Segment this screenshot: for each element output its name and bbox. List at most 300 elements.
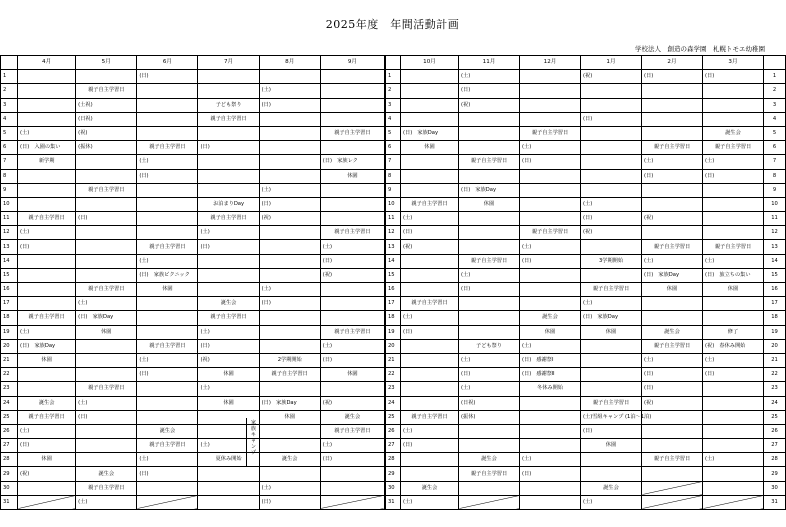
- day-number-right: 26: [764, 424, 786, 438]
- organization-name: 学校法人 創造の森学園 札幌トモエ幼稚園: [635, 45, 765, 53]
- day-number: 21: [1, 353, 18, 367]
- day-number-right: 7: [764, 155, 786, 169]
- day-number: 17: [386, 297, 401, 311]
- event-text: 親子自主学習日: [28, 314, 65, 321]
- calendar-cell: [18, 368, 76, 382]
- calendar-cell: [320, 84, 384, 98]
- event-text: (土): [20, 427, 30, 434]
- calendar-cell: [703, 212, 764, 226]
- calendar-cell: [703, 226, 764, 240]
- month-header: 10月: [401, 56, 459, 70]
- calendar-cell: [459, 70, 520, 84]
- calendar-cell: [703, 368, 764, 382]
- calendar-cell: [703, 410, 764, 424]
- calendar-cell: [703, 183, 764, 197]
- event-text: 休園: [727, 286, 739, 293]
- event-text: (土): [78, 498, 88, 505]
- calendar-cell: [401, 197, 459, 211]
- calendar-cell: [76, 325, 137, 339]
- calendar-cell: [320, 226, 384, 240]
- calendar-cell: [401, 382, 459, 396]
- calendar-cell: [703, 169, 764, 183]
- calendar-cell: [18, 453, 76, 467]
- event-text: 親子自主学習日: [28, 215, 65, 222]
- day-number-right: 27: [764, 439, 786, 453]
- day-number: 7: [386, 155, 401, 169]
- calendar-cell: [320, 311, 384, 325]
- calendar-cell: [459, 297, 520, 311]
- event-text: (土): [139, 456, 149, 463]
- calendar-cell: [320, 155, 384, 169]
- day-number-right: 30: [764, 481, 786, 495]
- calendar-cell: [18, 84, 76, 98]
- event-text: 誕生会: [38, 399, 55, 406]
- calendar-cell: [137, 268, 198, 282]
- calendar-cell: [642, 98, 703, 112]
- event-text: (土): [583, 200, 593, 207]
- calendar-cell: [401, 368, 459, 382]
- calendar-cell: [76, 155, 137, 169]
- event-text: (日): [200, 342, 210, 349]
- calendar-cell: [703, 98, 764, 112]
- event-text: 休園: [347, 172, 358, 179]
- event-text: (日): [583, 427, 593, 434]
- calendar-cell: [137, 226, 198, 240]
- calendar-cell: [259, 268, 320, 282]
- day-number: 4: [386, 112, 401, 126]
- event-text: 親子自主学習日: [334, 130, 371, 137]
- calendar-cell: [320, 126, 384, 140]
- calendar-cell: [259, 183, 320, 197]
- calendar-cell: [259, 226, 320, 240]
- month-header: 8月: [259, 56, 320, 70]
- day-number: 10: [1, 197, 18, 211]
- event-text: 親子自主学習日: [88, 484, 125, 491]
- day-row: [386, 169, 786, 183]
- calendar-cell: [401, 410, 459, 424]
- day-row: [1, 283, 385, 297]
- calendar-cell: [259, 339, 320, 353]
- event-text: (振休): [461, 413, 476, 420]
- event-text: (日): [522, 470, 532, 477]
- calendar-cell: [642, 481, 703, 495]
- calendar-cell: [642, 368, 703, 382]
- event-text: (日): [78, 215, 88, 222]
- calendar-cell: [137, 254, 198, 268]
- event-text: (日): [200, 243, 210, 250]
- day-row: [1, 126, 385, 140]
- day-number: 11: [386, 212, 401, 226]
- calendar-cell: [642, 467, 703, 481]
- day-number-right: 24: [764, 396, 786, 410]
- calendar-cell: [703, 254, 764, 268]
- day-number: 7: [1, 155, 18, 169]
- event-text: (土): [522, 144, 532, 151]
- calendar-cell: [137, 368, 198, 382]
- calendar-cell: [259, 311, 320, 325]
- event-text: (祝): [583, 229, 593, 236]
- calendar-cell: [581, 70, 642, 84]
- calendar-cell: [198, 183, 259, 197]
- calendar-cell: [18, 126, 76, 140]
- calendar-cell: [703, 240, 764, 254]
- event-text: (土): [644, 158, 654, 165]
- calendar-cell: [520, 396, 581, 410]
- day-row: [1, 155, 385, 169]
- event-text: 誕生会: [481, 456, 497, 463]
- calendar-cell: [581, 339, 642, 353]
- day-number-right: 21: [764, 353, 786, 367]
- calendar-cell: [259, 70, 320, 84]
- calendar-cell: [320, 112, 384, 126]
- calendar-cell: [642, 141, 703, 155]
- event-text: (日): [522, 158, 532, 165]
- calendar-cell: [76, 481, 137, 495]
- calendar-cell: [520, 453, 581, 467]
- event-text: 誕生会: [159, 427, 176, 434]
- calendar-cell: [18, 424, 76, 438]
- event-text: 親子自主学習日: [470, 470, 508, 477]
- event-text: (土): [322, 342, 333, 349]
- event-text: 親子自主学習日: [88, 385, 125, 392]
- day-number: 2: [386, 84, 401, 98]
- event-text: 誕生会: [344, 413, 361, 420]
- event-text: 親子自主学習日: [334, 328, 371, 335]
- calendar-cell: [401, 141, 459, 155]
- day-row: [386, 396, 786, 410]
- calendar-cell: [520, 325, 581, 339]
- calendar-cell: [76, 212, 137, 226]
- calendar-cell: [259, 155, 320, 169]
- calendar-cell: [76, 495, 137, 509]
- event-text: 休園: [666, 286, 678, 293]
- event-text: 親子自主学習日: [149, 342, 186, 349]
- calendar-cell: [703, 155, 764, 169]
- calendar-cell: [703, 84, 764, 98]
- day-row: [1, 240, 385, 254]
- event-text: (土): [403, 498, 413, 505]
- calendar-cell: [18, 439, 76, 453]
- day-number: 11: [1, 212, 18, 226]
- calendar-cell: [137, 98, 198, 112]
- calendar-cell: [18, 495, 76, 509]
- event-text: (日): [261, 300, 271, 307]
- calendar-cell: [459, 283, 520, 297]
- day-row: [386, 126, 786, 140]
- calendar-cell: [581, 183, 642, 197]
- day-number: 23: [1, 382, 18, 396]
- calendar-cell: [137, 183, 198, 197]
- day-number-right: 15: [764, 268, 786, 282]
- month-header: 1月: [581, 56, 642, 70]
- calendar-cell: [703, 495, 764, 509]
- event-text: (日): [644, 385, 654, 392]
- month-header: 3月: [703, 56, 764, 70]
- calendar-cell: [520, 183, 581, 197]
- event-text: (土): [322, 243, 333, 250]
- calendar-cell: [259, 368, 320, 382]
- day-number: 12: [1, 226, 18, 240]
- event-text: 親子自主学習日: [653, 144, 691, 151]
- day-row: [386, 410, 786, 424]
- calendar-cell: [137, 169, 198, 183]
- event-text: (土): [461, 271, 471, 278]
- day-number-right: 31: [764, 495, 786, 509]
- calendar-cell: [76, 169, 137, 183]
- calendar-cell: [520, 410, 581, 424]
- event-text: 親子自主学習日: [714, 243, 752, 250]
- day-row: [386, 453, 786, 467]
- day-number: 13: [386, 240, 401, 254]
- calendar-cell: [198, 84, 259, 98]
- calendar-cell: [401, 325, 459, 339]
- event-text: (日) 家族Day: [644, 271, 680, 278]
- event-text: 親子自主学習日: [411, 413, 448, 420]
- calendar-cell: [76, 283, 137, 297]
- calendar-cell: [198, 481, 259, 495]
- day-number: 26: [1, 424, 18, 438]
- calendar-cell: [259, 197, 320, 211]
- event-text: (日) 家族Day: [403, 130, 439, 137]
- calendar-cell: [581, 240, 642, 254]
- event-text: 休園: [223, 371, 234, 378]
- calendar-cell: [642, 268, 703, 282]
- day-number-right: 22: [764, 368, 786, 382]
- calendar-cell: [642, 126, 703, 140]
- calendar-cell: [320, 70, 384, 84]
- day-number-right: 29: [764, 467, 786, 481]
- event-text: (土): [644, 257, 654, 264]
- day-number: 12: [386, 226, 401, 240]
- event-text: 誕生会: [725, 130, 741, 137]
- event-text: (土): [461, 73, 471, 80]
- calendar-cell: [18, 169, 76, 183]
- event-text: (日): [20, 243, 30, 250]
- calendar-cell: [520, 212, 581, 226]
- event-text: (土): [200, 229, 210, 236]
- event-text: (日) 入園の集い: [20, 144, 61, 151]
- calendar-cell: [76, 240, 137, 254]
- day-number: 26: [386, 424, 401, 438]
- calendar-cell: [198, 396, 259, 410]
- calendar-cell: [642, 240, 703, 254]
- day-number: 31: [1, 495, 18, 509]
- day-number: 9: [386, 183, 401, 197]
- calendar-cell: [703, 283, 764, 297]
- day-number: 20: [386, 339, 401, 353]
- calendar-cell: [18, 339, 76, 353]
- calendar-cell: [581, 126, 642, 140]
- calendar-cell: [642, 155, 703, 169]
- calendar-cell: [642, 70, 703, 84]
- calendar-cell: [459, 183, 520, 197]
- day-row: [386, 439, 786, 453]
- day-row: [1, 169, 385, 183]
- calendar-cell: [520, 424, 581, 438]
- event-text: (土): [522, 243, 532, 250]
- calendar-cell: [520, 495, 581, 509]
- calendar-cell: [703, 467, 764, 481]
- event-text: 休園: [483, 200, 495, 207]
- calendar-cell: [642, 297, 703, 311]
- event-text: (日祝): [78, 115, 93, 122]
- calendar-cell: [581, 197, 642, 211]
- month-header: 7月: [198, 56, 259, 70]
- calendar-cell: [137, 439, 198, 453]
- day-number-right: 9: [764, 183, 786, 197]
- calendar-cell: [18, 297, 76, 311]
- calendar-cell: [18, 240, 76, 254]
- event-text: 親子自主学習日: [411, 200, 448, 207]
- calendar-cell: [581, 254, 642, 268]
- calendar-cell: [320, 481, 384, 495]
- day-number: 22: [1, 368, 18, 382]
- calendar-cell: [520, 297, 581, 311]
- event-text: (祝): [403, 243, 413, 250]
- calendar-cell: [401, 339, 459, 353]
- day-row: [386, 481, 786, 495]
- calendar-cell: [259, 112, 320, 126]
- event-text: (祝): [322, 399, 333, 406]
- calendar-cell: [76, 339, 137, 353]
- day-number: 5: [1, 126, 18, 140]
- calendar-cell: [581, 268, 642, 282]
- day-row: [386, 467, 786, 481]
- day-row: [1, 424, 385, 438]
- calendar-cell: [581, 112, 642, 126]
- event-text: (日): [583, 215, 593, 222]
- calendar-cell: [259, 254, 320, 268]
- event-text: (土): [200, 328, 210, 335]
- calendar-cell: [18, 183, 76, 197]
- event-text: 親子自主学習日: [28, 413, 65, 420]
- event-text: 親子自主学習日: [210, 215, 247, 222]
- month-header: 6月: [137, 56, 198, 70]
- event-text: 親子自主学習日: [149, 442, 186, 449]
- calendar-cell: [18, 254, 76, 268]
- event-text: 休園: [41, 456, 52, 463]
- calendar-cell: [703, 424, 764, 438]
- day-number: 24: [386, 396, 401, 410]
- day-number-right: 6: [764, 141, 786, 155]
- event-text: (土祝): [78, 101, 93, 108]
- day-number-right: 1: [764, 70, 786, 84]
- calendar-cell: [459, 141, 520, 155]
- day-number: 15: [1, 268, 18, 282]
- event-text: (土): [261, 87, 271, 94]
- calendar-cell: [459, 84, 520, 98]
- calendar-cell: [459, 226, 520, 240]
- event-text: (土): [200, 385, 210, 392]
- calendar-cell: [320, 183, 384, 197]
- event-text: (土): [261, 186, 271, 193]
- calendar-cell: [259, 126, 320, 140]
- calendar-cell: [320, 283, 384, 297]
- event-text: (日) 感謝祭Ⅰ: [522, 357, 554, 364]
- calendar-cell: [76, 368, 137, 382]
- event-text: (日): [78, 413, 88, 420]
- calendar-cell: [703, 126, 764, 140]
- event-text: 誕生会: [664, 328, 680, 335]
- day-row: [1, 254, 385, 268]
- event-text: (日) 家族Day: [583, 314, 619, 321]
- event-text: (土): [461, 357, 471, 364]
- event-text: (日): [583, 115, 593, 122]
- day-row: [1, 268, 385, 282]
- event-text: 誕生会: [220, 300, 237, 307]
- event-text: (日) 感謝祭Ⅱ: [522, 371, 555, 378]
- day-row: [386, 197, 786, 211]
- event-text: (日): [705, 73, 715, 80]
- day-number: 19: [1, 325, 18, 339]
- calendar-cell: [198, 212, 259, 226]
- event-text: (日): [139, 371, 149, 378]
- calendar-cell: [520, 353, 581, 367]
- day-number: 5: [386, 126, 401, 140]
- month-header: 5月: [76, 56, 137, 70]
- calendar-cell: [581, 283, 642, 297]
- calendar-cell: [76, 183, 137, 197]
- event-text: (土): [261, 484, 271, 491]
- day-row: [1, 84, 385, 98]
- calendar-table-apr-sep: [0, 55, 385, 510]
- event-text: 誕生会: [281, 456, 298, 463]
- calendar-cell: [198, 70, 259, 84]
- calendar-cell: [198, 339, 259, 353]
- day-row: [386, 141, 786, 155]
- day-number: 29: [1, 467, 18, 481]
- calendar-cell: [76, 311, 137, 325]
- day-row: [1, 481, 385, 495]
- calendar-cell: [18, 396, 76, 410]
- month-header-row: [1, 56, 385, 70]
- calendar-cell: [703, 396, 764, 410]
- calendar-cell: [76, 112, 137, 126]
- calendar-cell: [703, 481, 764, 495]
- calendar-cell: [137, 70, 198, 84]
- event-text: (土): [20, 328, 30, 335]
- calendar-cell: [137, 112, 198, 126]
- calendar-cell: [520, 382, 581, 396]
- calendar-cell: [137, 155, 198, 169]
- day-row: [1, 339, 385, 353]
- calendar-cell: [198, 283, 259, 297]
- calendar-cell: [320, 268, 384, 282]
- day-row: [1, 396, 385, 410]
- calendar-cell: [642, 169, 703, 183]
- event-text: (日): [139, 73, 149, 80]
- calendar-cell: [581, 98, 642, 112]
- event-text: 親子自主学習日: [531, 130, 569, 137]
- day-number: 30: [1, 481, 18, 495]
- calendar-cell: [18, 197, 76, 211]
- day-number-right: 5: [764, 126, 786, 140]
- calendar-cell: [459, 467, 520, 481]
- event-text: (日): [644, 371, 654, 378]
- event-text: (日): [322, 357, 333, 364]
- calendar-cell: [520, 268, 581, 282]
- event-text: (祝): [200, 357, 210, 364]
- event-text: (土): [522, 342, 532, 349]
- day-row: [1, 212, 385, 226]
- calendar-cell: [401, 268, 459, 282]
- day-number: 8: [386, 169, 401, 183]
- calendar-cell: [198, 495, 259, 509]
- event-text: (土): [705, 357, 715, 364]
- calendar-cell: [320, 439, 384, 453]
- day-row: [1, 112, 385, 126]
- calendar-cell: [137, 197, 198, 211]
